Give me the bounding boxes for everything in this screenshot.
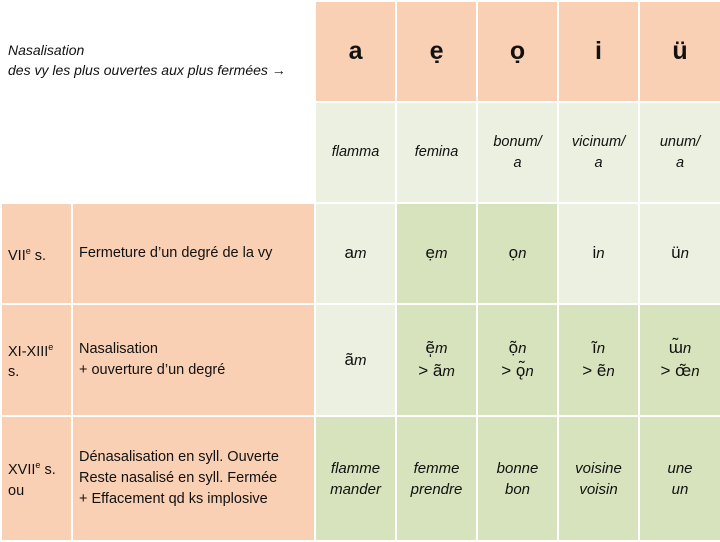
- latin-word: unum/ a: [639, 102, 720, 203]
- phonetic-form: in: [558, 203, 639, 304]
- latin-word: femina: [396, 102, 477, 203]
- phonetic-form: ɯ̃n > œ̃n: [639, 304, 720, 416]
- phonetic-form: ün: [639, 203, 720, 304]
- period-label: XI-XIIIe s.: [1, 304, 72, 416]
- phonetic-form: ọ̃n > ǫ̃n: [477, 304, 558, 416]
- phonetic-form: ọn: [477, 203, 558, 304]
- french-word: femme prendre: [396, 416, 477, 541]
- vowel-a: a: [315, 1, 396, 102]
- french-word: une un: [639, 416, 720, 541]
- process-description: Fermeture d’un degré de la vy: [72, 203, 315, 304]
- intro-cell: [1, 1, 315, 203]
- intro-title: Nasalisation: [8, 42, 85, 58]
- french-word: voisine voisin: [558, 416, 639, 541]
- intro-subtitle: des vy les plus ouvertes aux plus fermées →: [8, 62, 286, 78]
- period-label: VIIe s.: [1, 203, 72, 304]
- vowel-o-closed: ọ: [477, 1, 558, 102]
- vowel-i: i: [558, 1, 639, 102]
- row-xi-xiii-century: [1, 304, 720, 416]
- period-label: XVIIe s. ou: [1, 416, 72, 541]
- vowel-e-closed: ẹ: [396, 1, 477, 102]
- latin-word: bonum/ a: [477, 102, 558, 203]
- phonetic-form: ẹm: [396, 203, 477, 304]
- latin-word: flamma: [315, 102, 396, 203]
- phonetic-form: ĩn > ẽn: [558, 304, 639, 416]
- latin-word: vicinum/ a: [558, 102, 639, 203]
- vowel-u-umlaut: ü: [639, 1, 720, 102]
- row-vii-century: [1, 203, 720, 304]
- french-word: bonne bon: [477, 416, 558, 541]
- phonetic-form: ãm: [315, 304, 396, 416]
- vowel-header-row: [1, 1, 720, 102]
- phonetic-form: am: [315, 203, 396, 304]
- right-arrow-icon: →: [271, 62, 286, 78]
- row-xvii-century: [1, 416, 720, 541]
- process-description: Nasalisation + ouverture d’un degré: [72, 304, 315, 416]
- process-description: Dénasalisation en syll. Ouverte Reste nasalisé en syll. Fermée + Effacement qd ks implosive: [72, 416, 315, 541]
- french-word: flamme mander: [315, 416, 396, 541]
- phonetic-form: ẽ̩m > ãm: [396, 304, 477, 416]
